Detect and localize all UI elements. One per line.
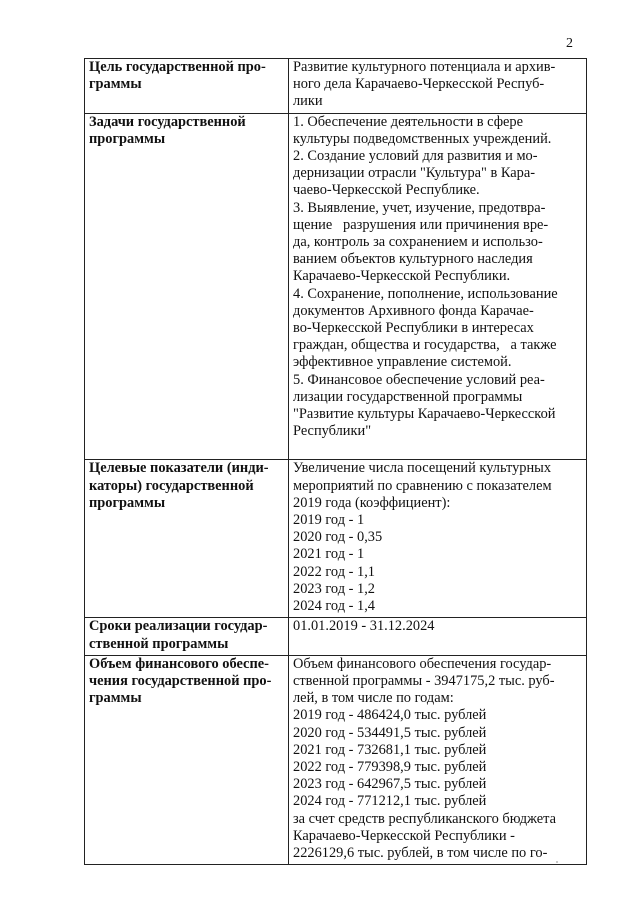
value-line: 3. Выявление, учет, изучение, предотвра-	[293, 199, 546, 216]
label-line: граммы	[89, 690, 142, 707]
value-line: 2. Создание условий для развития и мо-	[293, 148, 538, 165]
label-line: Задачи государственной	[89, 113, 246, 130]
label-line: граммы	[89, 76, 142, 93]
value-line: 2024 год - 771212,1 тыс. рублей	[293, 793, 487, 810]
label-line: Цель государственной про-	[89, 59, 266, 75]
row-value-funding	[289, 655, 587, 864]
value-line: 5. Финансовое обеспечение условий реа-	[293, 371, 545, 388]
label-line: программы	[89, 494, 166, 511]
value-line: эффективное управление системой.	[293, 354, 512, 371]
value-line: Карачаево-Черкесской Республики.	[293, 268, 511, 285]
row-value-goal	[289, 59, 587, 114]
value-line: щение разрушения или причинения вре-	[293, 216, 549, 233]
value-line: дернизации отрасли "Культура" в Кара-	[293, 165, 536, 182]
value-line: 2020 год - 534491,5 тыс. рублей	[293, 724, 487, 741]
value-line: культуры подведомственных учреждений.	[293, 130, 552, 147]
value-line: 2019 год - 1	[293, 512, 365, 529]
value-line: 2022 год - 779398,9 тыс. рублей	[293, 758, 487, 775]
value-line: 2021 год - 732681,1 тыс. рублей	[293, 741, 487, 758]
row-value-tasks	[289, 113, 587, 460]
value-line: лей, в том числе по годам:	[293, 690, 454, 707]
value-line: чаево-Черкесской Республике.	[293, 182, 480, 199]
value-line: 4. Сохранение, пополнение, использование	[293, 285, 558, 302]
value-line: 2021 год - 1	[293, 546, 365, 563]
value-line: Развитие культурного потенциала и архив-	[293, 59, 556, 75]
label-line: каторы) государственной	[89, 477, 254, 494]
value-line: лизации государственной программы	[293, 388, 523, 405]
table-row-tasks	[85, 113, 587, 460]
value-line: 2019 года (коэффициент):	[293, 494, 451, 511]
scan-speck	[556, 861, 558, 863]
label-line: чения государственной про-	[89, 672, 272, 689]
row-label-timeline	[85, 618, 289, 655]
value-line: 2022 год - 1,1	[293, 563, 376, 580]
row-label-indicators	[85, 460, 289, 618]
value-line: 2226129,6 тыс. рублей, в том числе по го-	[293, 844, 548, 861]
row-label-funding	[85, 655, 289, 864]
value-line: Увеличение числа посещений культурных	[293, 460, 552, 477]
value-line: ственной программы - 3947175,2 тыс. руб-	[293, 672, 555, 689]
value-line: за счет средств республиканского бюджета	[293, 810, 557, 827]
value-line: Объем финансового обеспечения государ-	[293, 655, 552, 672]
label-line: программы	[89, 130, 166, 147]
value-line: 2023 год - 1,2	[293, 580, 376, 597]
value-line: 2019 год - 486424,0 тыс. рублей	[293, 707, 487, 724]
table-row-indicators	[85, 460, 587, 618]
label-line: ственной программы	[89, 635, 229, 652]
row-label-goal	[85, 59, 289, 114]
program-passport-table	[84, 58, 587, 865]
label-line: Целевые показатели (инди-	[89, 460, 269, 477]
table-row-timeline	[85, 618, 587, 655]
table-row-funding	[85, 655, 587, 864]
value-line: документов Архивного фонда Карачае-	[293, 302, 534, 319]
table-row-goal	[85, 59, 587, 114]
value-line: 2023 год - 642967,5 тыс. рублей	[293, 776, 487, 793]
value-line: да, контроль за сохранением и использо-	[293, 234, 543, 251]
value-line: лики	[293, 93, 323, 110]
value-line: 01.01.2019 - 31.12.2024	[293, 618, 435, 635]
value-line: Карачаево-Черкесской Республики -	[293, 827, 515, 844]
cell-spacer	[293, 440, 582, 457]
label-line: Сроки реализации государ-	[89, 618, 268, 635]
value-line: 2020 год - 0,35	[293, 529, 383, 546]
row-value-indicators	[289, 460, 587, 618]
value-line: Республики"	[293, 423, 372, 440]
value-line: граждан, общества и государства, а также	[293, 337, 557, 354]
value-line: во-Черкесской Республики в интересах	[293, 320, 534, 337]
value-line: "Развитие культуры Карачаево-Черкесской	[293, 406, 556, 423]
value-line: 2024 год - 1,4	[293, 598, 376, 615]
value-line: мероприятий по сравнению с показателем	[293, 477, 552, 494]
value-line: ванием объектов культурного наследия	[293, 251, 533, 268]
value-line: ного дела Карачаево-Черкесской Респуб-	[293, 76, 545, 93]
value-line: 1. Обеспечение деятельности в сфере	[293, 113, 524, 130]
row-value-timeline	[289, 618, 587, 655]
page-number: 2	[566, 36, 573, 51]
row-label-tasks	[85, 113, 289, 460]
label-line: Объем финансового обеспе-	[89, 655, 269, 672]
